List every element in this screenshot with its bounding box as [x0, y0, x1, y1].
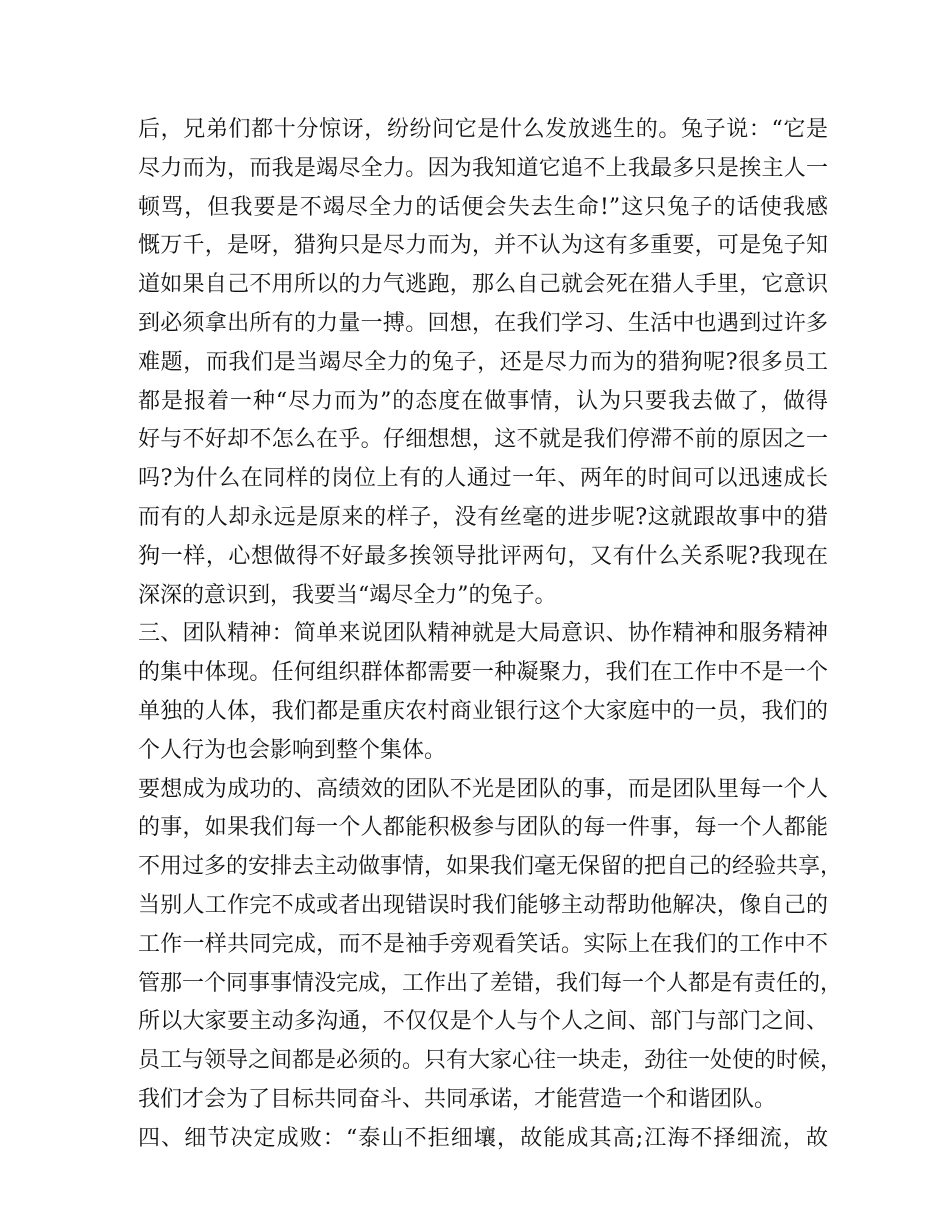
text-line: 四、细节决定成败：“泰山不拒细壤，故能成其高;江海不择细流，故 — [138, 1126, 828, 1151]
text-line: 深深的意识到，我要当“竭尽全力”的兔子。 — [138, 583, 557, 608]
text-line: 难题，而我们是当竭尽全力的兔子，还是尽力而为的猎狗呢?很多员工 — [138, 350, 828, 375]
text-line: 道如果自己不用所以的力气逃跑，那么自己就会死在猎人手里，它意识 — [138, 272, 828, 297]
text-line: 当别人工作完不成或者出现错误时我们能够主动帮助他解决，像自己的 — [138, 893, 828, 918]
text-line: 不用过多的安排去主动做事情，如果我们毫无保留的把自己的经验共享， — [138, 854, 843, 879]
text-line: 员工与领导之间都是必须的。只有大家心往一块走，劲往一处使的时候， — [138, 1048, 843, 1073]
text-line: 尽力而为，而我是竭尽全力。因为我知道它追不上我最多只是挨主人一 — [138, 156, 828, 181]
text-line: 管那一个同事事情没完成，工作出了差错，我们每一个人都是有责任的， — [138, 971, 843, 996]
text-line: 吗?为什么在同样的岗位上有的人通过一年、两年的时间可以迅速成长 — [138, 466, 828, 491]
text-line: 到必须拿出所有的力量一搏。回想，在我们学习、生活中也遇到过许多 — [138, 311, 828, 336]
text-line: 要想成为成功的、高绩效的团队不光是团队的事，而是团队里每一个人 — [138, 777, 828, 802]
text-line: 都是报着一种“尽力而为”的态度在做事情，认为只要我去做了，做得 — [138, 389, 828, 414]
text-line: 后，兄弟们都十分惊讶，纷纷问它是什么发放逃生的。兔子说：“它是 — [138, 117, 828, 142]
text-line: 的事，如果我们每一个人都能积极参与团队的每一件事，每一个人都能 — [138, 815, 828, 840]
text-line: 狗一样，心想做得不好最多挨领导批评两句，又有什么关系呢?我现在 — [138, 544, 828, 569]
text-line: 顿骂，但我要是不竭尽全力的话便会失去生命!”这只兔子的话使我感 — [138, 195, 828, 220]
text-line: 我们才会为了目标共同奋斗、共同承诺，才能营造一个和谐团队。 — [138, 1087, 777, 1112]
text-line: 好与不好却不怎么在乎。仔细想想，这不就是我们停滞不前的原因之一 — [138, 427, 828, 452]
text-line: 的集中体现。任何组织群体都需要一种凝聚力，我们在工作中不是一个 — [138, 660, 828, 685]
text-line: 单独的人体，我们都是重庆农村商业银行这个大家庭中的一员，我们的 — [138, 699, 828, 724]
text-line: 慨万千，是呀，猎狗只是尽力而为，并不认为这有多重要，可是兔子知 — [138, 233, 828, 258]
text-line: 而有的人却永远是原来的样子，没有丝毫的进步呢?这就跟故事中的猎 — [138, 505, 828, 530]
text-line: 工作一样共同完成，而不是袖手旁观看笑话。实际上在我们的工作中不 — [138, 932, 828, 957]
text-line: 三、团队精神：简单来说团队精神就是大局意识、协作精神和服务精神 — [138, 621, 828, 646]
text-line: 个人行为也会影响到整个集体。 — [138, 738, 447, 763]
text-line: 所以大家要主动多沟通，不仅仅是个人与个人之间、部门与部门之间、 — [138, 1009, 828, 1034]
